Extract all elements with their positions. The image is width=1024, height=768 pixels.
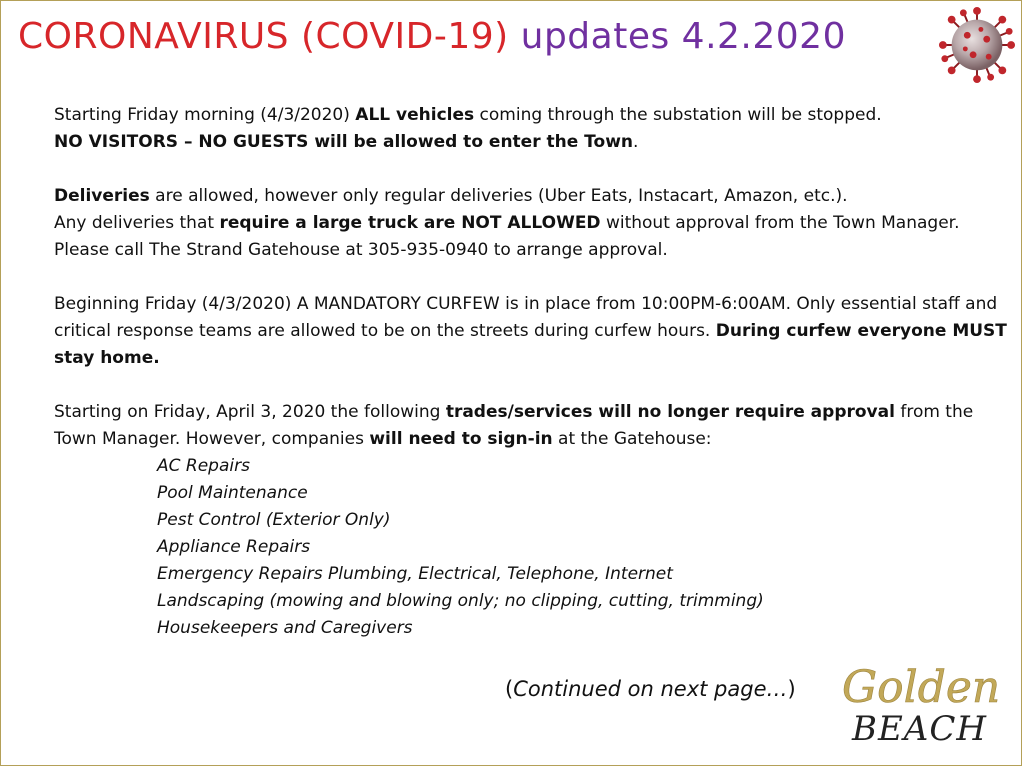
list-item: Pest Control (Exterior Only) xyxy=(157,510,391,530)
paragraph-vehicles xyxy=(54,102,1014,156)
text-run: Starting Friday morning (4/3/2020) xyxy=(54,105,356,125)
logo-line1: Golden xyxy=(842,662,1001,713)
emphasis-large-truck: require a large truck are NOT ALLOWED xyxy=(219,213,601,233)
list-item: Appliance Repairs xyxy=(157,537,311,557)
list-item: Landscaping (mowing and blowing only; no clipping, cutting, trimming) xyxy=(157,591,764,611)
paragraph-deliveries xyxy=(54,183,1014,264)
list-item: Pool Maintenance xyxy=(157,483,308,503)
logo-line2: BEACH xyxy=(852,709,988,748)
text-run: . xyxy=(633,132,639,152)
emphasis-sign-in: will need to sign-in xyxy=(369,429,553,449)
page-title xyxy=(18,16,846,57)
paragraph-trades xyxy=(54,399,1014,453)
announcement-body xyxy=(54,102,1014,642)
paren-close: ) xyxy=(787,677,796,701)
text-run: are allowed, however only regular deliveries (Uber Eats, Instacart, Amazon, etc.). xyxy=(149,186,848,206)
list-item: Housekeepers and Caregivers xyxy=(157,618,413,638)
list-item: Emergency Repairs Plumbing, Electrical, Telephone, Internet xyxy=(157,564,673,584)
text-run: coming through the substation will be stopped. xyxy=(474,105,882,125)
emphasis-no-visitors: NO VISITORS – NO GUESTS will be allowed to enter the Town xyxy=(54,132,634,152)
text-run: Starting on Friday, April 3, 2020 the following xyxy=(54,402,446,422)
golden-beach-logo xyxy=(832,660,1004,748)
continued-note xyxy=(505,677,796,701)
paragraph-curfew xyxy=(54,291,1014,372)
coronavirus-icon xyxy=(938,6,1016,84)
continued-text: Continued on next page… xyxy=(513,677,788,701)
emphasis-curfew: During curfew everyone MUST stay home. xyxy=(54,321,1007,368)
text-run: Beginning Friday (4/3/2020) A MANDATORY CURFEW is in place from 10:00PM-6:00AM. Only essential staff and critical response teams are allowed to be on the streets during curfew hours. xyxy=(54,294,998,341)
gatehouse-phone-text: Please call The Strand Gatehouse at 305-935-0940 to arrange approval. xyxy=(54,240,668,260)
text-run: from the Town Manager. However, companies xyxy=(54,402,974,449)
title-date: updates 4.2.2020 xyxy=(520,16,846,57)
emphasis-all-vehicles: ALL vehicles xyxy=(355,105,475,125)
list-item: AC Repairs xyxy=(157,456,250,476)
emphasis-no-approval: trades/services will no longer require approval xyxy=(445,402,895,422)
text-run: without approval from the Town Manager. xyxy=(600,213,960,233)
text-run: Any deliveries that xyxy=(54,213,220,233)
text-run: at the Gatehouse: xyxy=(552,429,712,449)
services-list xyxy=(54,453,1014,642)
title-red: CORONAVIRUS (COVID-19) xyxy=(18,16,509,57)
paren-open: ( xyxy=(505,677,514,701)
emphasis-deliveries: Deliveries xyxy=(54,186,150,206)
